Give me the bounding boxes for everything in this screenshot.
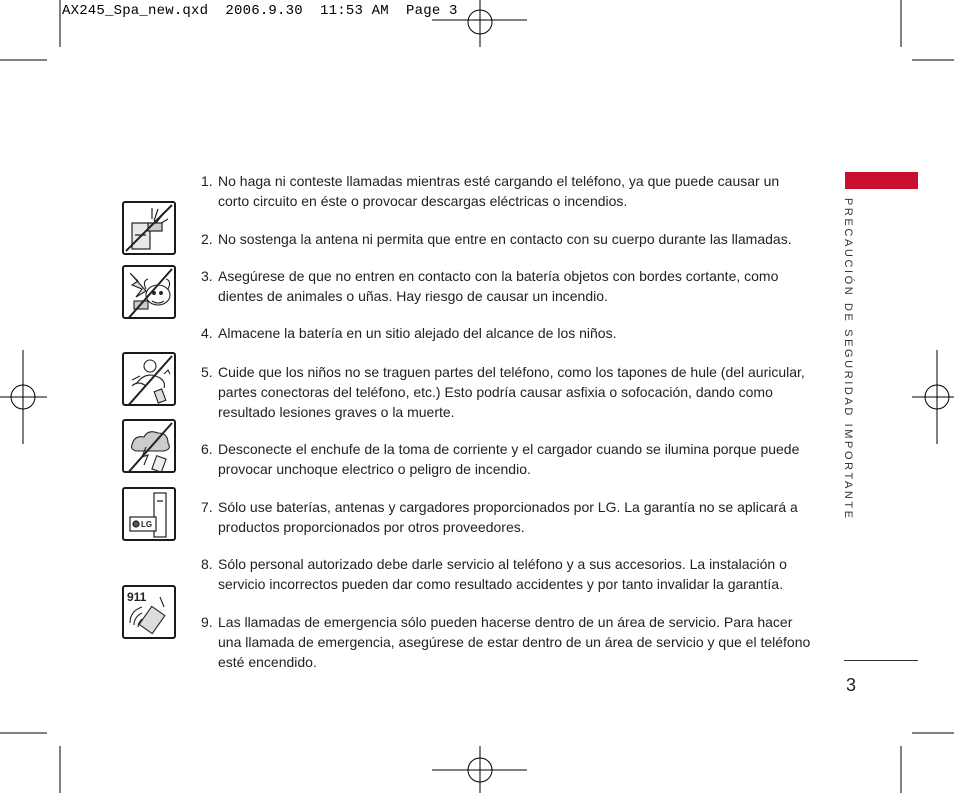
emergency-call-icon (122, 585, 176, 639)
item-text: Asegúrese de que no entren en contacto con la batería objetos con bordes cortante, como dientes de animales o uñas. Hay riesgo de causar un incendio. (218, 268, 779, 304)
item-text: Desconecte el enchufe de la toma de corriente y el cargador cuando se ilumina porque puede provocar unchoque electrico o peligro de incendio. (218, 441, 800, 477)
print-slug: AX245_Spa_new.qxd 2006.9.30 11:53 AM Page 3 (62, 3, 458, 19)
item-number: 4. (201, 325, 213, 341)
item-number: 6. (201, 441, 213, 457)
item-text: Sólo personal autorizado debe darle servicio al teléfono y a sus accesorios. La instalación o servicio incorrectos pueden dar como resultado accidentes y por tanto invalidar la garantía. (218, 556, 787, 592)
list-item (201, 612, 811, 672)
item-number: 3. (201, 268, 213, 284)
list-item (201, 323, 811, 343)
animal-bite-icon (122, 265, 176, 319)
no-charging-call-icon (122, 201, 176, 255)
item-number: 8. (201, 556, 213, 572)
list-item (201, 439, 811, 479)
item-number: 9. (201, 614, 213, 630)
item-number: 7. (201, 499, 213, 515)
item-number: 5. (201, 364, 213, 380)
list-item (201, 554, 811, 594)
lg-logo-text: LG (141, 520, 153, 529)
list-item (201, 266, 811, 306)
item-number: 2. (201, 231, 213, 247)
item-text: Sólo use baterías, antenas y cargadores proporcionados por LG. La garantía no se aplicará a productos proporcionados por otros proveedores. (218, 499, 798, 535)
page-number: 3 (846, 675, 857, 695)
list-item (201, 171, 811, 211)
item-text: No sostenga la antena ni permita que entre en contacto con su cuerpo durante las llamadas. (218, 231, 792, 247)
section-title: PRECAUCIÓN DE SEGURIDAD IMPORTANTE (842, 198, 854, 521)
item-text: Las llamadas de emergencia sólo pueden hacerse dentro de un área de servicio. Para hacer una llamada de emergencia, asegúrese de estar dentro de un área de servicio y que el teléfono esté encendido. (218, 614, 811, 670)
item-text: No haga ni conteste llamadas mientras esté cargando el teléfono, ya que puede causar un corto circuito en éste o provocar descargas eléctricas o incendios. (218, 173, 780, 209)
list-item (201, 229, 811, 249)
section-tab (845, 172, 918, 189)
emergency-number-text: 911 (127, 590, 147, 604)
child-swallow-icon (122, 352, 176, 406)
page-number-rule (844, 660, 918, 661)
item-text: Almacene la batería en un sitio alejado del alcance de los niños. (218, 325, 617, 341)
lg-battery-icon (122, 487, 176, 541)
item-number: 1. (201, 173, 213, 189)
list-item (201, 497, 811, 537)
unplug-charger-icon (122, 419, 176, 473)
item-text: Cuide que los niños no se traguen partes del teléfono, como los tapones de hule (del auricular, partes conectoras del teléfono, etc.) Esto podría causar asfixia o sofocación, dando como resultado lesiones graves o la muerte. (218, 364, 805, 420)
list-item (201, 362, 811, 422)
